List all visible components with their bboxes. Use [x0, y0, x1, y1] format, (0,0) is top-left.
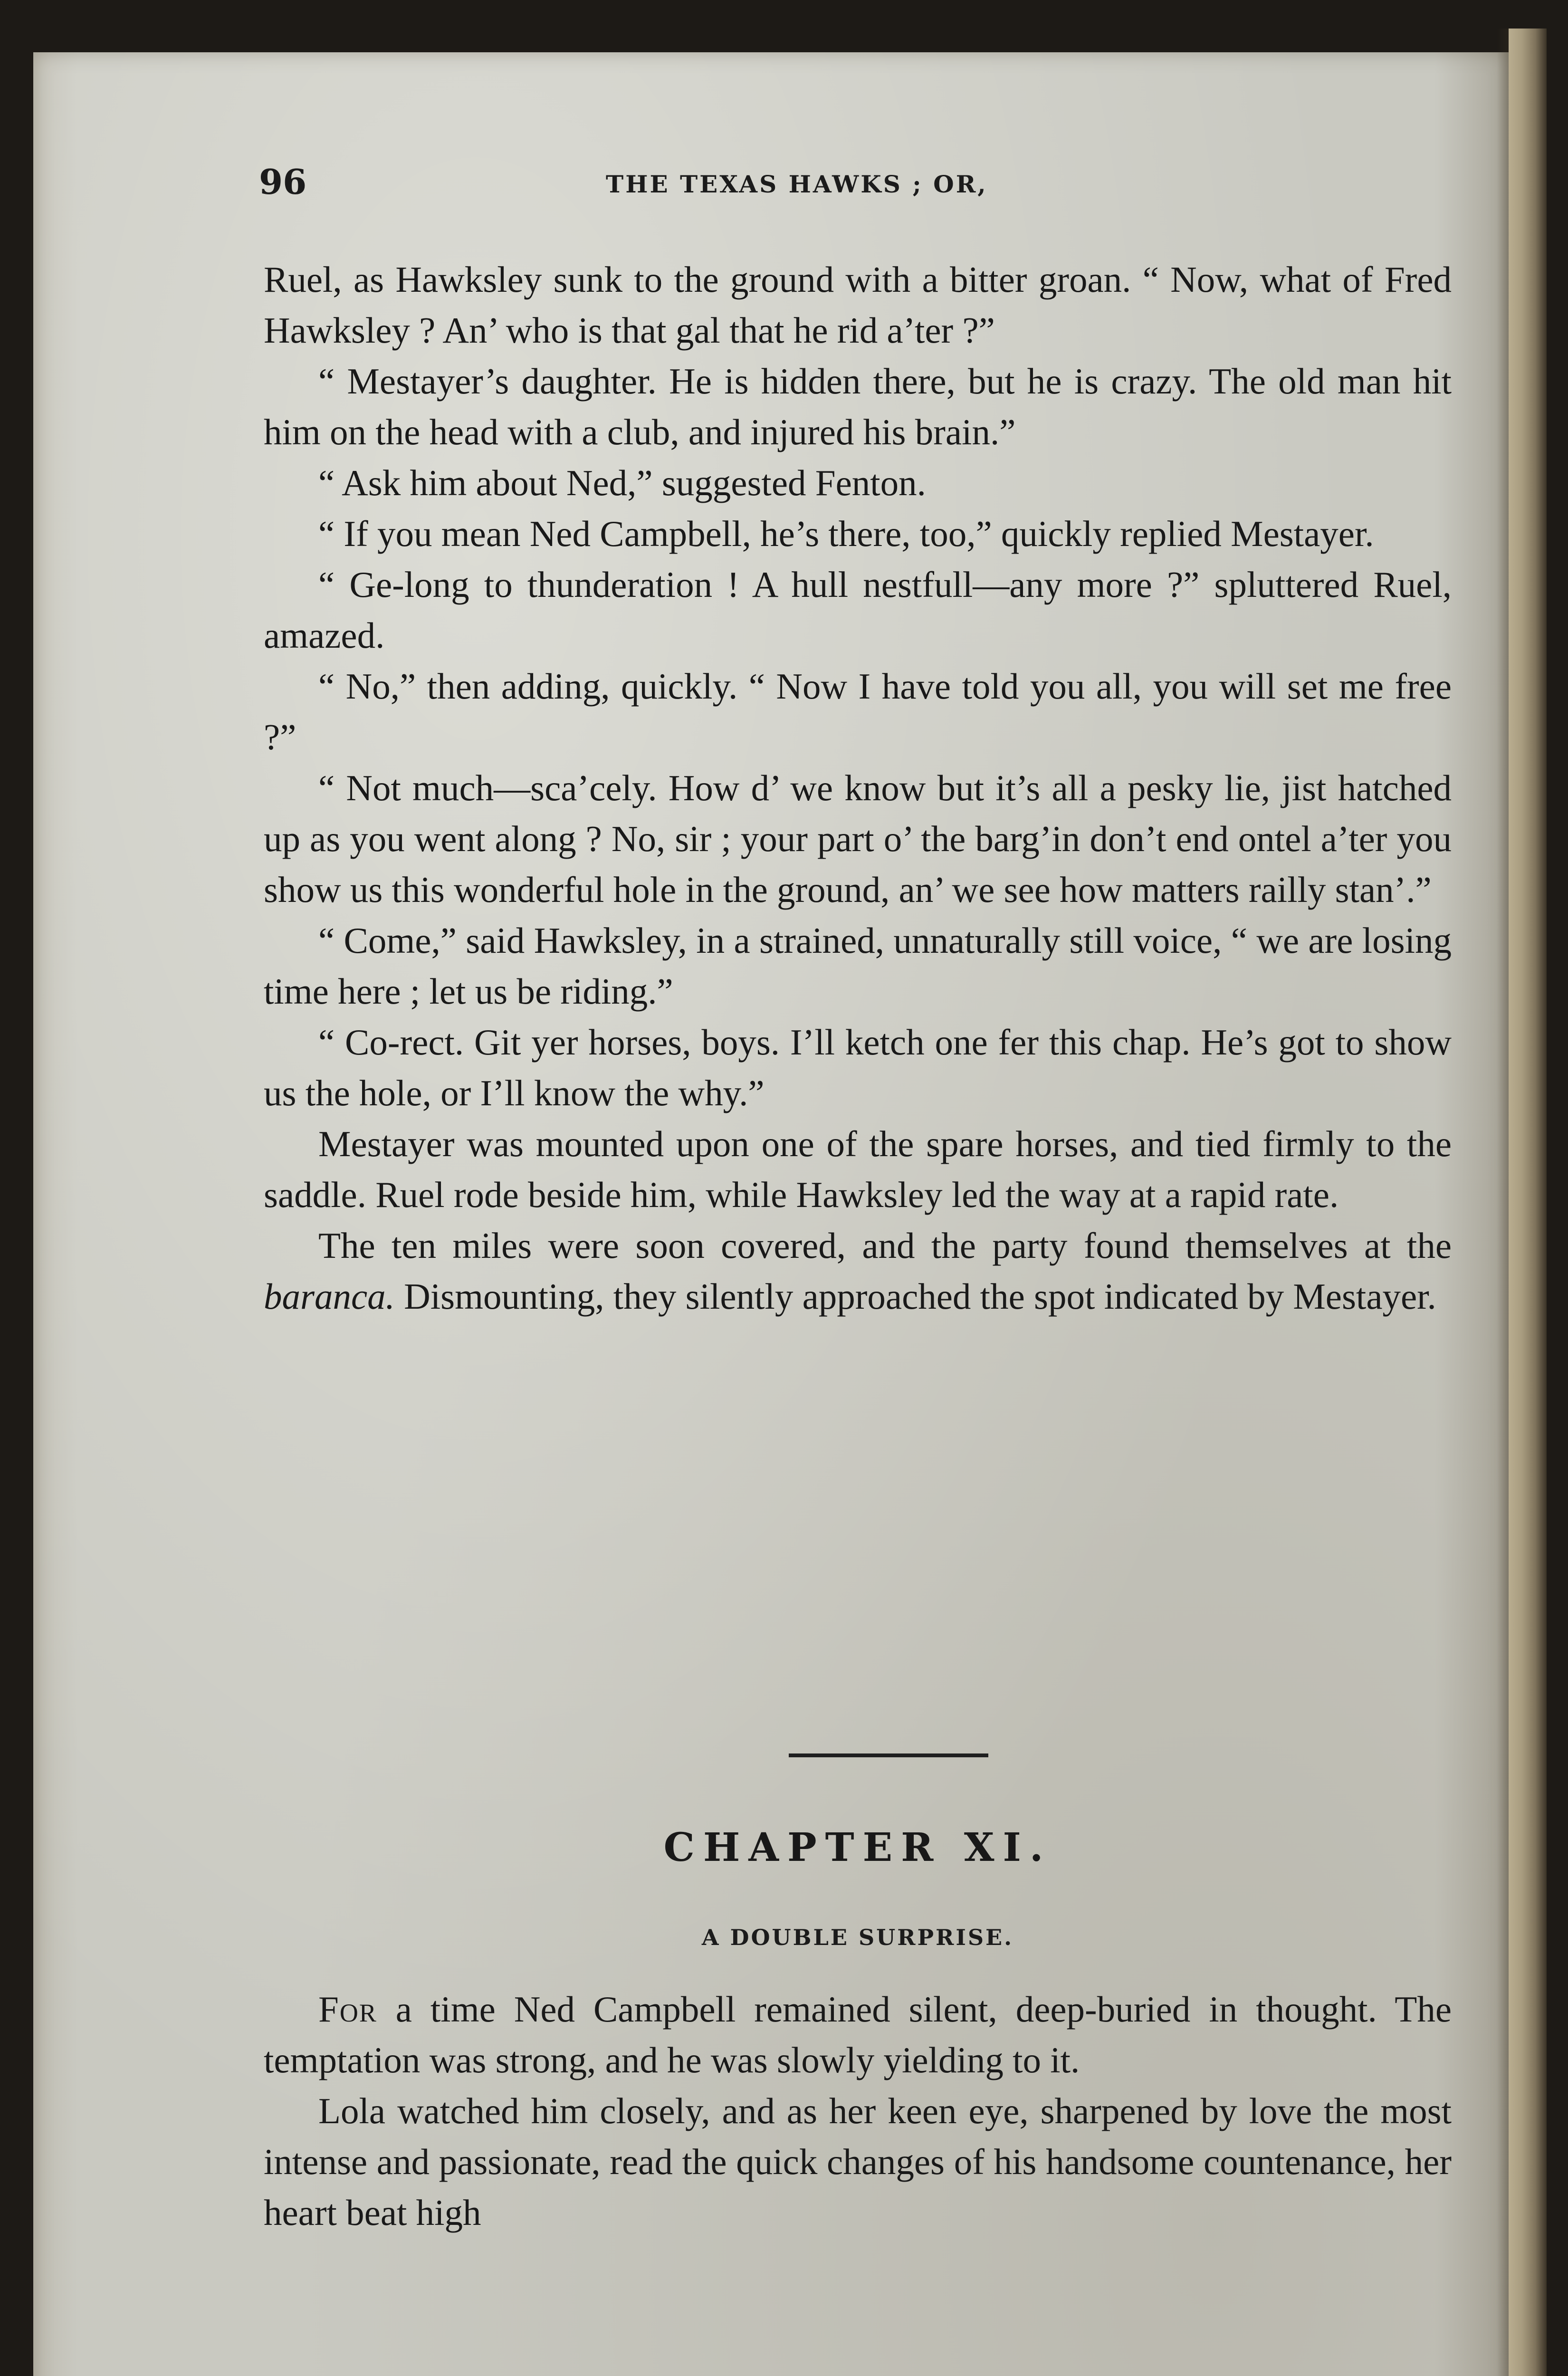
- italic-word: baranca.: [264, 1276, 395, 1317]
- paragraph-text: The ten miles were soon covered, and the party found themselves at the: [318, 1225, 1452, 1266]
- body-text-bottom: [264, 1984, 1452, 2238]
- paragraph: “ Not much—sca’cely. How d’ we know but it’s all a pesky lie, jist hatched up as you went along ? No, sir ; your part o’ the barg’in don’t end ontel a’ter you show us this wonderful hole in the ground, an’ we see how matters railly stan’.”: [264, 767, 1452, 910]
- paragraph: Mestayer was mounted upon one of the spare horses, and tied firmly to the saddle. Ruel rode beside him, while Hawksley led the way at a rapid rate.: [264, 1123, 1452, 1215]
- paragraph: “ Ge-long to thunderation ! A hull nestfull—any more ?” spluttered Ruel, amazed.: [264, 564, 1452, 656]
- lead-word: For: [318, 1989, 377, 2030]
- paragraph-text: a time Ned Campbell remained silent, deep-buried in thought. The temptation was strong, and he was slowly yielding to it.: [264, 1989, 1452, 2080]
- paragraph: “ Co-rect. Git yer horses, boys. I’ll ketch one fer this chap. He’s got to show us the hole, or I’ll know the why.”: [264, 1022, 1452, 1113]
- page-edge: [1509, 29, 1547, 2376]
- chapter-subtitle: A DOUBLE SURPRISE.: [701, 1925, 1014, 1950]
- page-number: 96: [259, 162, 307, 202]
- paragraph: Lola watched him closely, and as her keen eye, sharpened by love the most intense and passionate, read the quick changes of his handsome countenance, her heart beat high: [264, 2090, 1452, 2233]
- paragraph: [264, 1984, 1452, 2086]
- paragraph: Ruel, as Hawksley sunk to the ground with a bitter groan. “ Now, what of Fred Hawksley ? An’ who is that gal that he rid a’ter ?”: [264, 259, 1452, 351]
- paragraph-text: Dismounting, they silently approached the spot indicated by Mestayer.: [394, 1276, 1436, 1317]
- body-text-top: [264, 254, 1452, 1322]
- page-header: [259, 157, 1456, 209]
- paragraph: “ Come,” said Hawksley, in a strained, unnaturally still voice, “ we are losing time here ; let us be riding.”: [264, 920, 1452, 1012]
- paragraph: “ Mestayer’s daughter. He is hidden there, but he is crazy. The old man hit him on the head with a club, and injured his brain.”: [264, 361, 1452, 452]
- paragraph: “ If you mean Ned Campbell, he’s there, too,” quickly replied Mestayer.: [318, 513, 1374, 554]
- paragraph: “ Ask him about Ned,” suggested Fenton.: [318, 462, 926, 503]
- chapter-title: CHAPTER XI.: [663, 1825, 1052, 1870]
- paragraph: [264, 1220, 1452, 1322]
- running-head: THE TEXAS HAWKS ; OR,: [606, 170, 988, 198]
- section-rule: [789, 1753, 988, 1757]
- paragraph: “ No,” then adding, quickly. “ Now I have told you all, you will set me free ?”: [264, 666, 1452, 757]
